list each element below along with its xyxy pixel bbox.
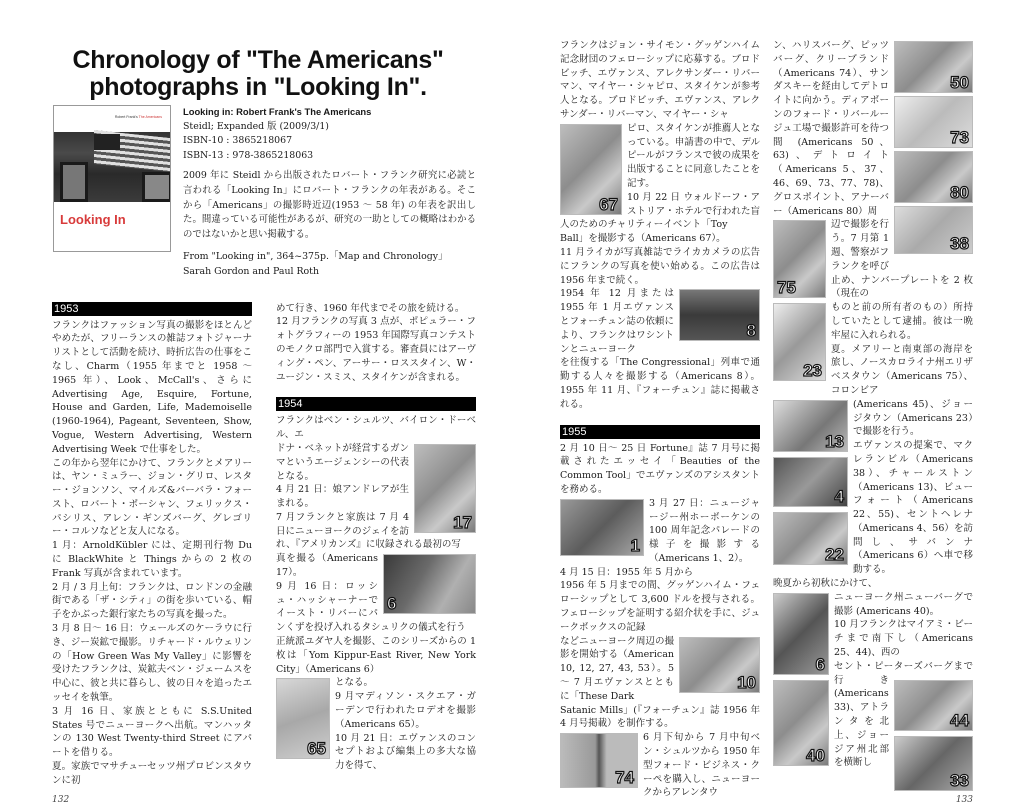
source-citation: From "Looking in", 364~375p.「Map and Chronology」	[183, 251, 448, 263]
photo-number: 74	[615, 768, 634, 788]
entry: 4 月 21 日：娘アンドレアが生まれる。	[276, 484, 409, 510]
entry: ものと前の所有者のもの）所持していたとして逮捕。彼は一晩牢屋に入れられる。	[831, 302, 973, 341]
photo-americans-10	[679, 637, 760, 693]
book-publisher: Steidl; Expanded 版 (2009/3/1)	[183, 120, 329, 132]
year-heading-1953: 1953	[52, 302, 252, 316]
photo-number: 67	[599, 194, 618, 214]
photo-americans-67	[560, 124, 622, 215]
page-title-line-2: photographs in "Looking In".	[89, 73, 427, 101]
right-page	[560, 39, 973, 808]
photo-number: 73	[950, 128, 969, 147]
entry: 3 月 16 日、家族とともに S.S.United States 号でニューヨークへ出航。マンハッタンの 130 West Twenty-third Street にアパートを借りる。	[52, 705, 252, 759]
year-heading-1954: 1954	[276, 397, 476, 411]
entry: 4 月 15 日：1955 年 5 月から	[560, 566, 693, 578]
page-number-left: 132	[52, 794, 70, 805]
photo-number: 50	[950, 73, 969, 92]
entry: (Americans 45)、ジョージタウン（Americans 23）で撮影を行う。	[853, 398, 973, 438]
photo-americans-17	[414, 444, 476, 533]
entry: セント・ピーターズバーグまで行き (Americans 33)、アトランタを北上、ジョージア州北部を横断し	[834, 660, 973, 769]
entry: Ball」を撮影する（Americans 67）。	[560, 233, 726, 245]
photo-americans-6-yom-kippur	[383, 554, 476, 614]
photo-number: 6	[387, 594, 397, 614]
entry: ドナ・ベネットが経営するガンマというエージェンシーの代表となる。	[276, 442, 410, 482]
entry: 真を撮る（Americans 17）。	[276, 553, 378, 579]
column-1	[52, 302, 252, 808]
photo-number: 44	[950, 710, 969, 730]
photo-americans-22	[773, 512, 848, 565]
left-page	[40, 0, 476, 807]
entry: 7 月フランクと家族は 7 月 4 日にニューヨークのジェイを訪れ、『アメリカンズ』に収録される最初の写	[276, 511, 461, 551]
photo-number: 23	[803, 361, 822, 381]
entry: 3 月 8 日～ 16 日：ウェールズのケーラウに行き、ジー炭鉱で撮影。リチャード・ルウェリンの「How Green Was My Valley」に影響を受けたフランクは、炭鉱夫ベン・ジェームスを中心に、彼と共に暮らし、彼の日々を追ったエッセイを執筆。	[52, 623, 252, 704]
entry: 9 月 16 日：ロッシュ・ハッシャーナーでイースト・リバーにパンくずを投げ入れるタシュリクの儀式を行う	[276, 580, 466, 634]
entry: Satanic Mills」(『フォーチュン』誌 1956 年 4 月号掲載）を制作する。	[560, 704, 760, 730]
photo-number: 6	[815, 654, 825, 674]
entry: 11 月ライカが写真雑誌でライカカメラの広告にフランクの写真を使い始める。この広告は 1956 年まで続く。	[560, 246, 760, 286]
photo-americans-38	[894, 206, 973, 254]
entry: フランクはジョン・サイモン・グッゲンハイム記念財団のフェローシップに応募する。ブロドビッチ、エヴァンス、アレクサンダー・リバーマン、マイヤー・シャピロ、スタイケンが参考人となる。ブロドビッチ、エヴァンス、アレクサンダー・リバーマン、マイヤー・シャ	[560, 40, 760, 120]
entry: 1 月：ArnoldKübler には、定期刊行物 Du に BlackWhite と Things からの 2 枚の Frank 写真が含まれています。	[52, 540, 252, 579]
entry: などニューヨーク周辺の撮影を開始する（American 10, 12, 27, 43, 53）。5 ～ 7 月エヴァンスとともに「These Dark	[560, 635, 675, 702]
photo-number: 10	[737, 672, 756, 692]
source-authors: Sarah Gordon and Paul Roth	[183, 265, 319, 277]
entry: ピロ、スタイケンが推薦人となっている。申請書の中で、デルピールがフランスで彼の成果を出版することに同意したことを記す。	[627, 122, 761, 189]
entry: 1956 年 5 月までの間、グッゲンハイム・フェローシップとして 3,600 ドルを授与される。フェローシップを証明する紹介状を手に、ジュークボックスの記録	[560, 580, 760, 633]
entry: 3 月 27 日：ニュージャージー州ホーボーケンの 100 周年記念パレードの様子を撮影する（Americans 1、2）。	[649, 497, 760, 564]
entry: ニューヨーク州ニューバーグで撮影 (Americans 40)。	[834, 591, 973, 617]
photo-americans-80	[894, 151, 973, 203]
intro-text: 2009 年に Steidl から出版されたロバート・フランク研究に必読と言われる「Looking In」にロバート・フランクの年表がある。そこから「Americans」の撮影時近辺(1953 ～ 58 年) の年表を訳出した。間違っている可能性があるが、研究の一助としての概略はわかるのではないかと思い掲載する。	[183, 170, 476, 240]
entry: を往復する「The Congressional」列車で通勤する人々を撮影する（Americans 8）。1955 年 11 月、『フォーチュン』誌に掲載される。	[560, 357, 760, 410]
entry: 10 月 21 日：エヴァンスのコンセプトおよび編集上の多大な協力を得て、	[335, 732, 476, 772]
photo-americans-13	[773, 400, 848, 452]
photo-americans-23	[773, 303, 826, 381]
photo-americans-33	[894, 736, 973, 791]
book-title: Looking in: Robert Frank's The Americans	[183, 106, 372, 117]
photo-americans-8	[679, 289, 760, 341]
cover-author: Robert Frank's	[114, 115, 138, 119]
entry: 2 月 10 日～ 25 日 Fortune』誌 7 月号に掲載されたエッセイ「Beauties of the Common Tool」でエヴァンズのアシスタントを務める。	[560, 442, 760, 495]
entry: 夏。家族でマサチューセッツ州プロビンスタウンに初	[52, 761, 252, 786]
book-isbn13: ISBN-13 : 978-3865218063	[183, 149, 314, 161]
entry: 夏。メアリーと南東部の海岸を旅し、ノースカロライナ州エリザベスタウン（Americans 75）、コロンビア	[831, 343, 973, 396]
entry: 1954 年 12 月または 1955 年 1 月エヴァンスとフォーチュン誌の依頼により、フランクはワシントンとニューヨーク	[560, 288, 674, 355]
entry: 正統派ユダヤ人を撮影、このシリーズからの 1 枚は「Yom Kippur-East River, New York City」（Americans 6）	[276, 636, 476, 675]
cover-subtitle: The Americans	[138, 115, 162, 119]
entry: めて行き、1960 年代までその旅を続ける。	[276, 302, 465, 314]
entry: エヴァンスの提案で、マクレランビル（Americans 38）、チャールストン（Americans 13)、ビューフォート（Americans 22、55)、セントヘレナ（Americans 4、56）を訪問し、サバンナ（Americans 6）へ車で移動する。	[853, 440, 973, 576]
photo-number: 13	[825, 431, 844, 451]
column-4	[773, 39, 973, 808]
photo-americans-44	[894, 680, 973, 731]
page-title-line-1: Chronology of "The Americans"	[72, 46, 444, 74]
page-number-right: 133	[955, 794, 973, 805]
photo-number: 33	[950, 770, 969, 790]
photo-number: 80	[950, 183, 969, 202]
cover-photo	[54, 132, 170, 202]
book-cover-image	[53, 105, 171, 252]
photo-americans-1	[560, 499, 644, 556]
photo-number: 65	[307, 739, 326, 759]
entry: 10 月 22 日 ウォルドーフ・アストリア・ホテルで行われた盲人のためのチャリティーイベント「Toy	[560, 191, 760, 231]
year-heading-1955: 1955	[560, 425, 760, 439]
column-2	[276, 302, 476, 774]
book-info	[183, 105, 476, 280]
photo-americans-65	[276, 678, 330, 759]
photo-americans-4	[773, 457, 848, 507]
photo-americans-40	[773, 680, 829, 766]
photo-number: 1	[630, 535, 640, 555]
entry: この年から翌年にかけて、フランクとメアリーは、ヤン・ミュラー、ジョン・グリロ、レスター・ジョンソン、マイルズ&バーバラ・フォースト、ロバート・ボーシャン、フェリックス・パシリス、アレン・ギンズバーグ、グレゴリー・コルソなどと友人になる。	[52, 457, 252, 538]
entry: 6 月下旬から 7 月中旬ベン・シュルツから 1950 年型フォード・ビジネス・クーペを購入し、ニューヨークからアレンタウ	[643, 732, 760, 799]
photo-americans-6-savannah	[773, 593, 829, 675]
entry: となる。	[335, 677, 374, 689]
photo-number: 17	[453, 512, 472, 532]
entry: 10 月フランクはマイアミ・ビーチまで南下し（Americans 25、44)、西の	[834, 619, 973, 659]
cover-title: Looking In	[60, 212, 126, 227]
entry: フランクはベン・シュルツ、バイロン・ドーベル、エ	[276, 415, 476, 441]
photo-americans-50	[894, 41, 973, 93]
photo-number: 8	[746, 321, 756, 341]
photo-number: 40	[806, 745, 825, 765]
photo-number: 75	[777, 278, 796, 298]
entry: 辺で撮影を行う。7 月第 1 週、警察がフランクを呼び止め、ナンバープレートを 2 枚（現在の	[831, 219, 973, 300]
photo-number: 22	[825, 544, 844, 564]
entry: 晩夏から初秋にかけて、	[773, 578, 878, 590]
entry: 2 月 / 3 月上旬：フランクは、ロンドンの金融街である「ザ・シティ」の街を歩いている、帽子をかぶった銀行家たちの写真を撮った。	[52, 581, 252, 621]
left-page-columns	[40, 302, 476, 808]
entry: フランクはファッション写真の撮影をほとんどやめたが、フリーランスの雑誌フォトジャーナリストとして活動を続け、時折広告の仕事をこなし、Charm（1955 年までと 1958 ～ 1965 年）、Look、McCall's、さらに Advertising Age, Esquire, Fortune, House and Garden, Life, Mademoiselle (1960-1964), Pageant, Seventeen, Show, Vogue, Western Advertising, Western Advertising Week で仕事をした。	[52, 319, 252, 455]
page-title	[40, 0, 476, 101]
book-isbn10: ISBN-10 : 3865218067	[183, 135, 293, 147]
entry: ン、ハリスバーグ、ピッツバーグ、クリーブランド（Americans 74）、サンダスキーを経由してデトロイトに向かう。ディアボーンのフォード・リバールージュ工場で撮影許可を待つ間 (Americans 50、63)、デトロイト（Americans 5、37、46、69、73、77、78)、グロスポイント、アナーバー（Americans 80）周	[773, 40, 889, 217]
photo-number: 38	[950, 234, 969, 253]
column-3	[560, 39, 760, 800]
entry: 12 月フランクの写真 3 点が、ポピュラー・フォトグラフィーの 1953 年国際写真コンテストのモノクロ部門で入賞する。審査員にはアーヴィング・ペン、アーサー・ロススタイン、W・ユージン・スミス、スタイケンが含まれる。	[276, 316, 476, 383]
book-info-section	[40, 105, 476, 280]
entry: 9 月マディソン・スクエア・ガーデンで行われたロデオを撮影（Americans 65）。	[335, 691, 476, 730]
photo-americans-74	[560, 733, 638, 788]
photo-stack-right	[894, 41, 973, 257]
photo-number: 4	[834, 486, 844, 506]
photo-americans-75	[773, 220, 826, 298]
photo-americans-73	[894, 96, 973, 148]
right-page-columns	[560, 39, 973, 808]
